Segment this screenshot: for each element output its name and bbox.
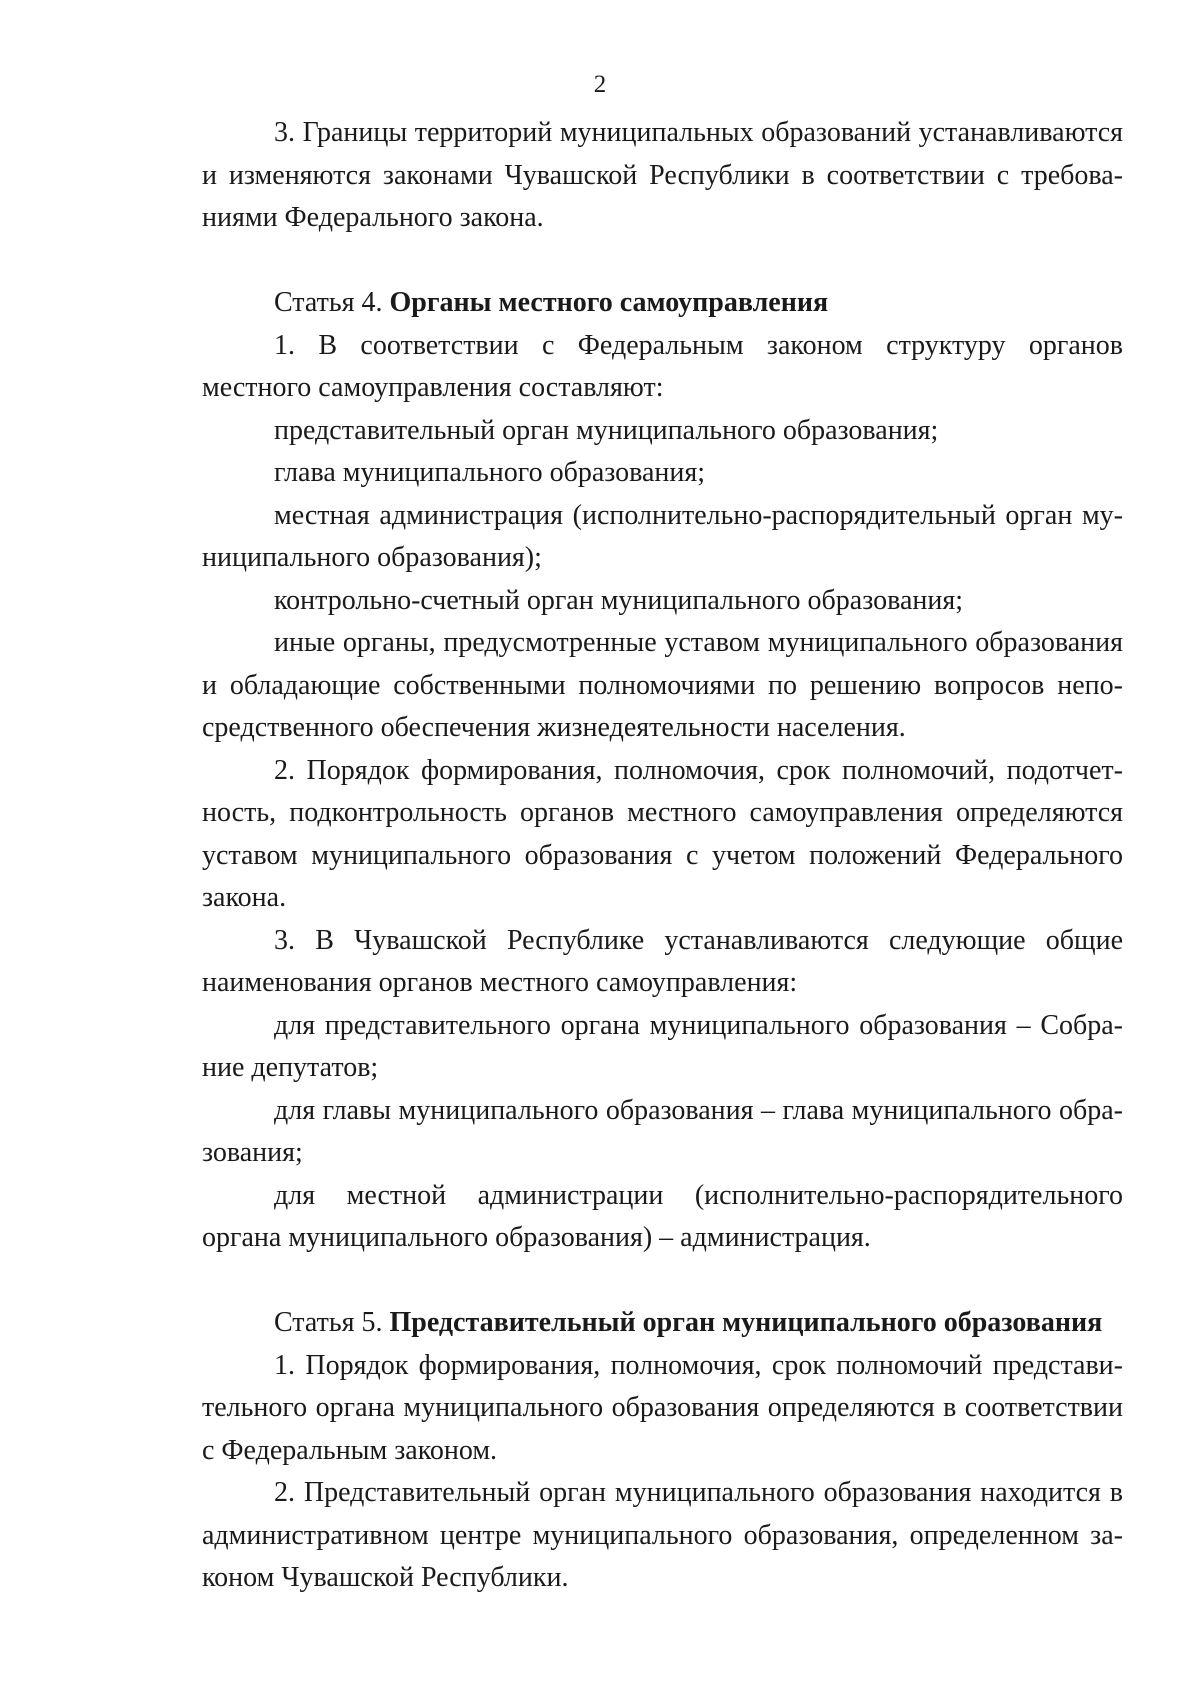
article-4-heading [202,282,1123,325]
paragraph-borders: 3. Границы территорий муниципальных образований устанавливаются и изменяются законами Чувашской Республики в соответствии с требованиями Федерального закона. [202,117,1123,233]
article-4-list-item: для местной администрации (исполнительно-распорядительного органа муниципального образования) – администрация. [202,1179,1123,1253]
article-4-paragraph: 3. В Чувашской Республике устанавливаются следующие общие наименования органов местного самоуправления: [202,924,1123,998]
article-4-list-item: контрольно-счетный орган муниципального образования; [274,584,964,616]
article-4-paragraph: 1. В соответствии с Федеральным законом структуру органов местного самоуправления составляют: [202,329,1123,403]
article-4-paragraph: 2. Порядок формирования, полномочия, срок полномочий, подотчетность, подконтрольность органов местного самоуправления определяются уставом муниципального образования с учетом положений Федерального закона. [202,754,1123,913]
article-5-title: Представительный орган муниципального образования [389,1307,1103,1338]
article-5-paragraph: 1. Порядок формирования, полномочия, срок полномочий представительного органа муниципального образования определяются в соответствии с Федеральным законом. [202,1349,1123,1466]
article-4-list-item: глава муниципального образования; [274,457,706,488]
article-4-list-item: местная администрация (исполнительно-распорядительный орган муниципального образования); [202,499,1123,573]
article-4-list-item: для главы муниципального образования – глава муниципального образования; [202,1094,1123,1168]
article-5-paragraph: 2. Представительный орган муниципального образования находится в административном центре муниципального образования, определенном законом Чувашской Республики. [202,1477,1123,1593]
article-4-list-item: иные органы, предусмотренные уставом муниципального образования и обладающие собственными полномочиями по решению вопросов непосредственного обеспечения жизнедеятельности населения. [202,627,1123,743]
page-number: 2 [593,71,607,98]
document-body [202,112,1123,1600]
article-5-heading [202,1302,1123,1345]
article-4-list-item: представительный орган муниципального образования; [274,414,939,446]
article-4-title: Органы местного самоуправления [389,287,829,318]
article-5-prefix: Статья 5. [274,1307,390,1338]
article-4-list-item: для представительного органа муниципального образования – Собрание депутатов; [202,1009,1123,1083]
article-4-prefix: Статья 4. [274,287,390,318]
